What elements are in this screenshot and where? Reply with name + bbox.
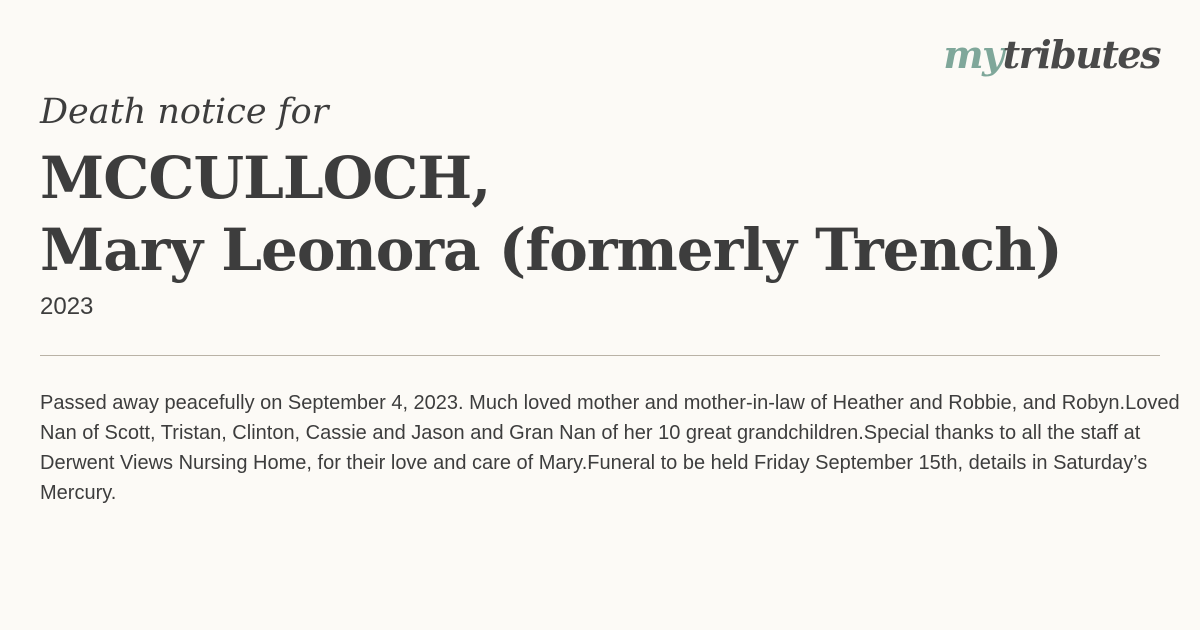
notice-year: 2023 <box>40 293 94 320</box>
logo-my-text: my <box>943 32 1003 77</box>
notice-message: Passed away peacefully on September 4, 2023. Much loved mother and mother-in-law of Heather and Robbie, and Robyn.Loved Nan of Scott, Tristan, Clinton, Cassie and Jason and Gran Nan of her 10 great grandchildren.Special thanks to all the staff at Derwent Views Nursing Home, for their love and care of Mary.Funeral to be held Friday September 15th, details in Saturday’s Mercury. <box>40 392 1180 504</box>
deceased-given-names: Mary Leonora (formerly Trench) <box>40 216 1062 284</box>
logo-tributes-text: tributes <box>1002 32 1160 77</box>
mytributes-logo <box>943 32 1160 77</box>
deceased-name <box>40 142 1160 286</box>
notice-pretitle: Death notice for <box>40 92 329 132</box>
deceased-surname: MCCULLOCH, <box>40 144 491 212</box>
divider <box>40 355 1160 356</box>
